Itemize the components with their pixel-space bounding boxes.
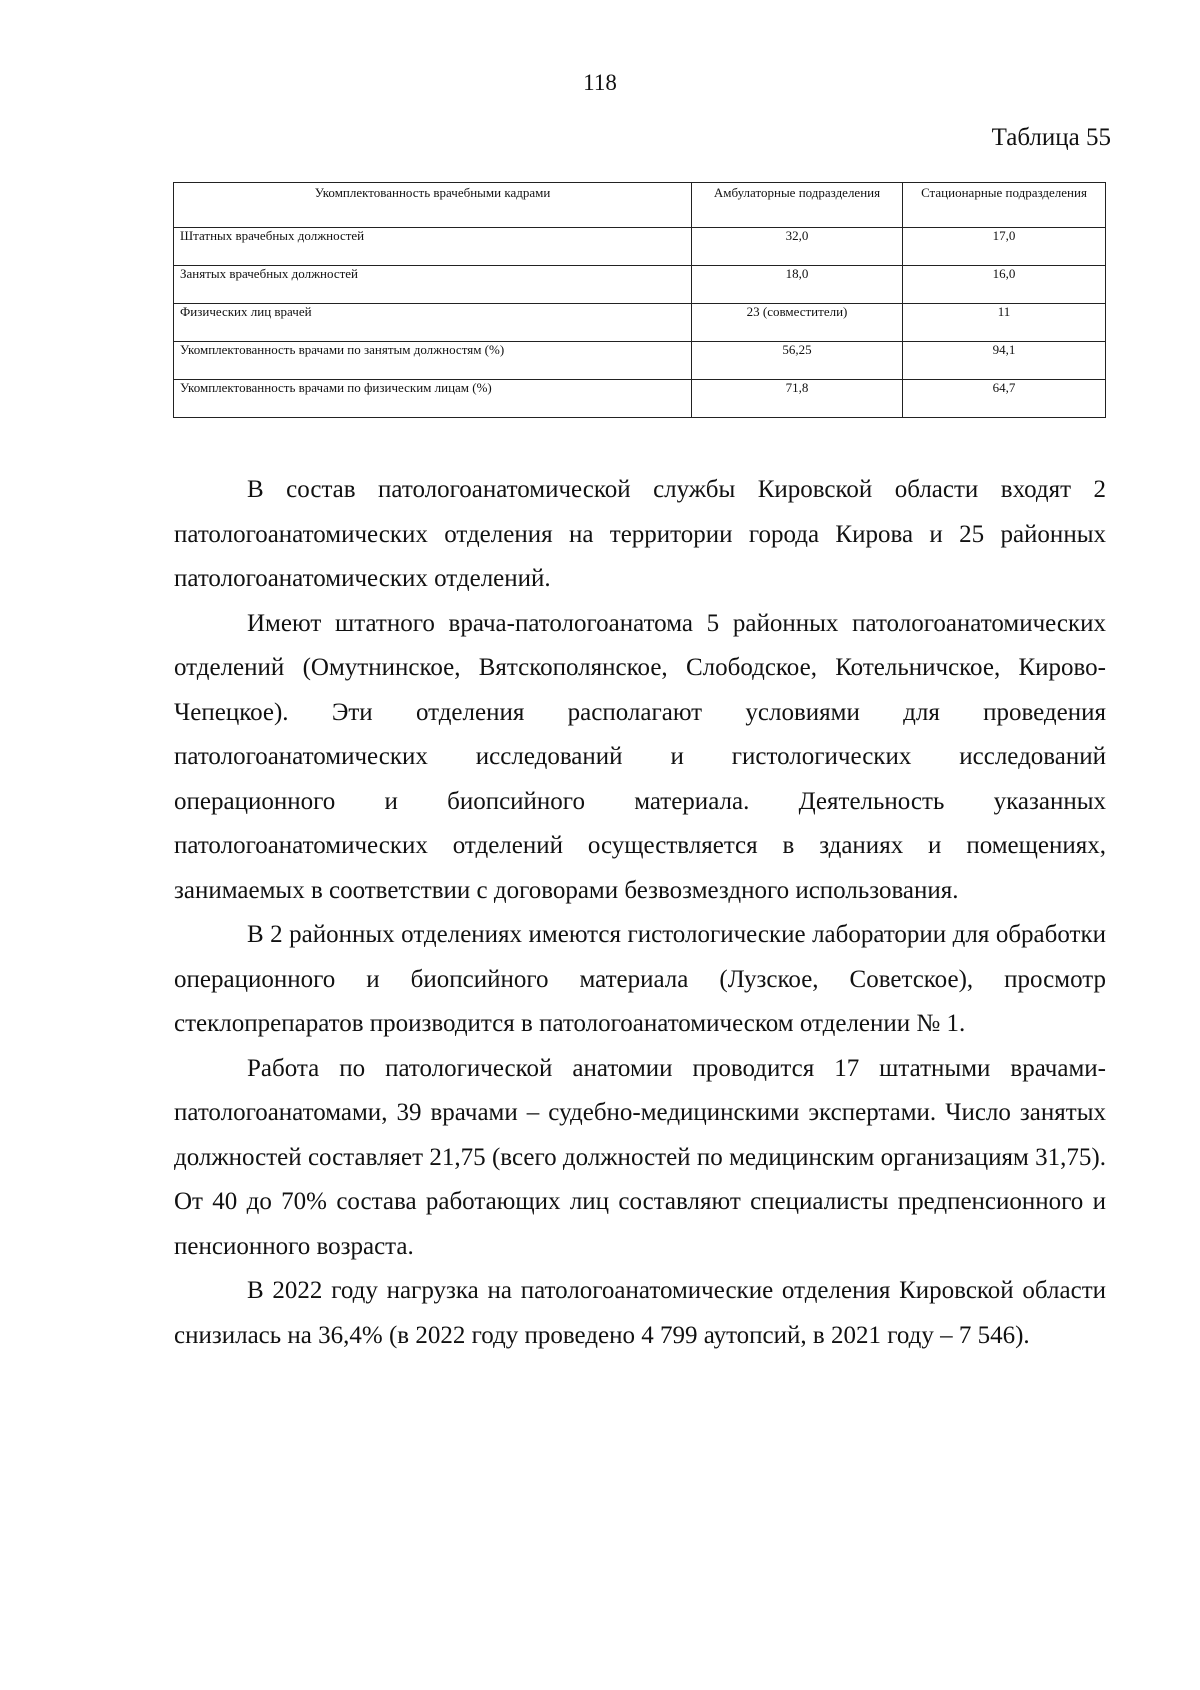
table-cell-value: 18,0 bbox=[692, 266, 903, 304]
table-header-cell: Укомплектованность врачебными кадрами bbox=[174, 183, 692, 228]
table-cell-label: Занятых врачебных должностей bbox=[174, 266, 692, 304]
table-row bbox=[174, 304, 1106, 342]
page-number: 118 bbox=[583, 70, 617, 95]
table-cell-value: 32,0 bbox=[692, 228, 903, 266]
table-cell-value: 56,25 bbox=[692, 342, 903, 380]
table-cell-value: 64,7 bbox=[903, 380, 1106, 418]
table-cell-label: Штатных врачебных должностей bbox=[174, 228, 692, 266]
table-cell-value: 23 (совместители) bbox=[692, 304, 903, 342]
table-cell-label: Укомплектованность врачами по физическим лицам (%) bbox=[174, 380, 692, 418]
table-header-cell: Амбулаторные подразделения bbox=[692, 183, 903, 228]
table-row bbox=[174, 380, 1106, 418]
table-row bbox=[174, 228, 1106, 266]
paragraph: В 2 районных отделениях имеются гистологические лаборатории для обработки операционного и биопсийного материала (Лузское, Советское), просмотр стеклопрепаратов производится в патологоанатомическом отделении № 1. bbox=[174, 921, 1106, 1037]
table-cell-value: 17,0 bbox=[903, 228, 1106, 266]
staffing-table bbox=[173, 182, 1106, 418]
body-text bbox=[174, 468, 1106, 1358]
table-header-row bbox=[174, 183, 1106, 228]
table-cell-value: 11 bbox=[903, 304, 1106, 342]
table-row bbox=[174, 342, 1106, 380]
paragraph: В 2022 году нагрузка на патологоанатомические отделения Кировской области снизилась на 36,4% (в 2022 году проведено 4 799 аутопсий, в 2021 году – 7 546). bbox=[174, 1277, 1106, 1349]
table-cell-value: 71,8 bbox=[692, 380, 903, 418]
paragraph: Работа по патологической анатомии проводится 17 штатными врачами-патологоанатомами, 39 врачами – судебно-медицинскими экспертами. Число занятых должностей составляет 21,75 (всего должностей по медицинским организациям 31,75). От 40 до 70% состава работающих лиц составляют специалисты предпенсионного и пенсионного возраста. bbox=[174, 1054, 1106, 1260]
table-row bbox=[174, 266, 1106, 304]
table-cell-value: 94,1 bbox=[903, 342, 1106, 380]
table-cell-label: Физических лиц врачей bbox=[174, 304, 692, 342]
table-caption: Таблица 55 bbox=[991, 124, 1111, 151]
paragraph: Имеют штатного врача-патологоанатома 5 районных патологоанатомических отделений (Омутнинское, Вятскополянское, Слободское, Котельничское, Кирово-Чепецкое). Эти отделения располагают условиями для проведения патологоанатомических исследований и гистологических исследований операционного и биопсийного материала. Деятельность указанных патологоанатомических отделений осуществляется в зданиях и помещениях, занимаемых в соответствии с договорами безвозмездного использования. bbox=[174, 609, 1106, 904]
paragraph: В состав патологоанатомической службы Кировской области входят 2 патологоанатомических отделения на территории города Кирова и 25 районных патологоанатомических отделений. bbox=[174, 476, 1106, 592]
table-cell-value: 16,0 bbox=[903, 266, 1106, 304]
table-cell-label: Укомплектованность врачами по занятым должностям (%) bbox=[174, 342, 692, 380]
table-header-cell: Стационарные подразделения bbox=[903, 183, 1106, 228]
